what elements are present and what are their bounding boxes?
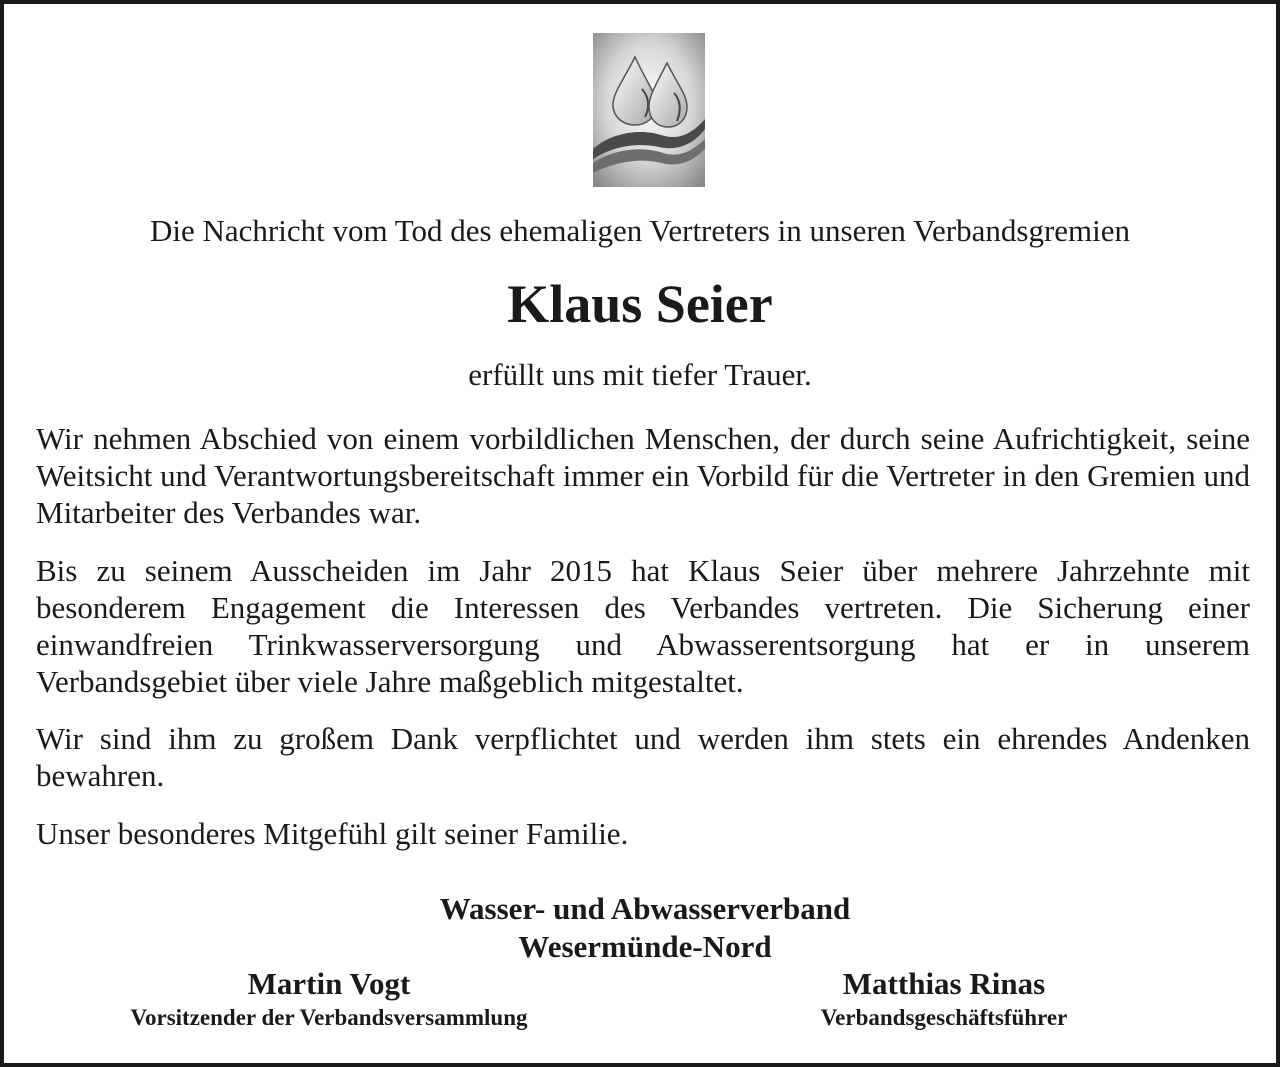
intro-line: Die Nachricht vom Tod des ehemaligen Vertreters in unseren Verbandsgremien — [149, 213, 1131, 248]
organization-line-1: Wasser- und Abwasserverband — [439, 891, 851, 926]
signature-right — [734, 965, 1154, 1033]
signatory-name-left: Martin Vogt — [247, 966, 411, 1001]
deceased-name: Klaus Seier — [507, 274, 773, 334]
paragraph-gratitude: Wir sind ihm zu großem Dank verpflichtet und werden ihm stets ein ehrendes Andenken bewahren. — [36, 721, 1250, 793]
mourning-line: erfüllt uns mit tiefer Trauer. — [468, 357, 812, 392]
water-drops-waves-logo-icon — [593, 33, 705, 187]
paragraph-farewell: Wir nehmen Abschied von einem vorbildlichen Menschen, der durch seine Aufrichtigkeit, seine Weitsicht und Verantwortungsbereitschaft immer ein Vorbild für die Vertreter in den Gremien und Mitarbeiter des Verbandes war. — [36, 421, 1250, 530]
organization-name — [4, 890, 1280, 966]
signature-left — [84, 965, 574, 1033]
organization-line-2: Wesermünde-Nord — [518, 929, 772, 964]
paragraph-engagement: Bis zu seinem Ausscheiden im Jahr 2015 hat Klaus Seier über mehrere Jahrzehnte mit besonderem Engagement die Interessen des Verbandes vertreten. Die Sicherung einer einwandfreien Trinkwasserversorgung und Abwasserentsorgung hat er in unserem Verbandsgebiet über viele Jahre maßgeblich mitgestaltet. — [36, 553, 1250, 699]
signatory-role-left: Vorsitzender der Verbandsversammlung — [130, 1005, 528, 1030]
signatory-name-right: Matthias Rinas — [842, 966, 1046, 1001]
signatory-role-right: Verbandsgeschäftsführer — [820, 1005, 1068, 1030]
paragraph-condolence: Unser besonderes Mitgefühl gilt seiner Familie. — [36, 816, 629, 851]
